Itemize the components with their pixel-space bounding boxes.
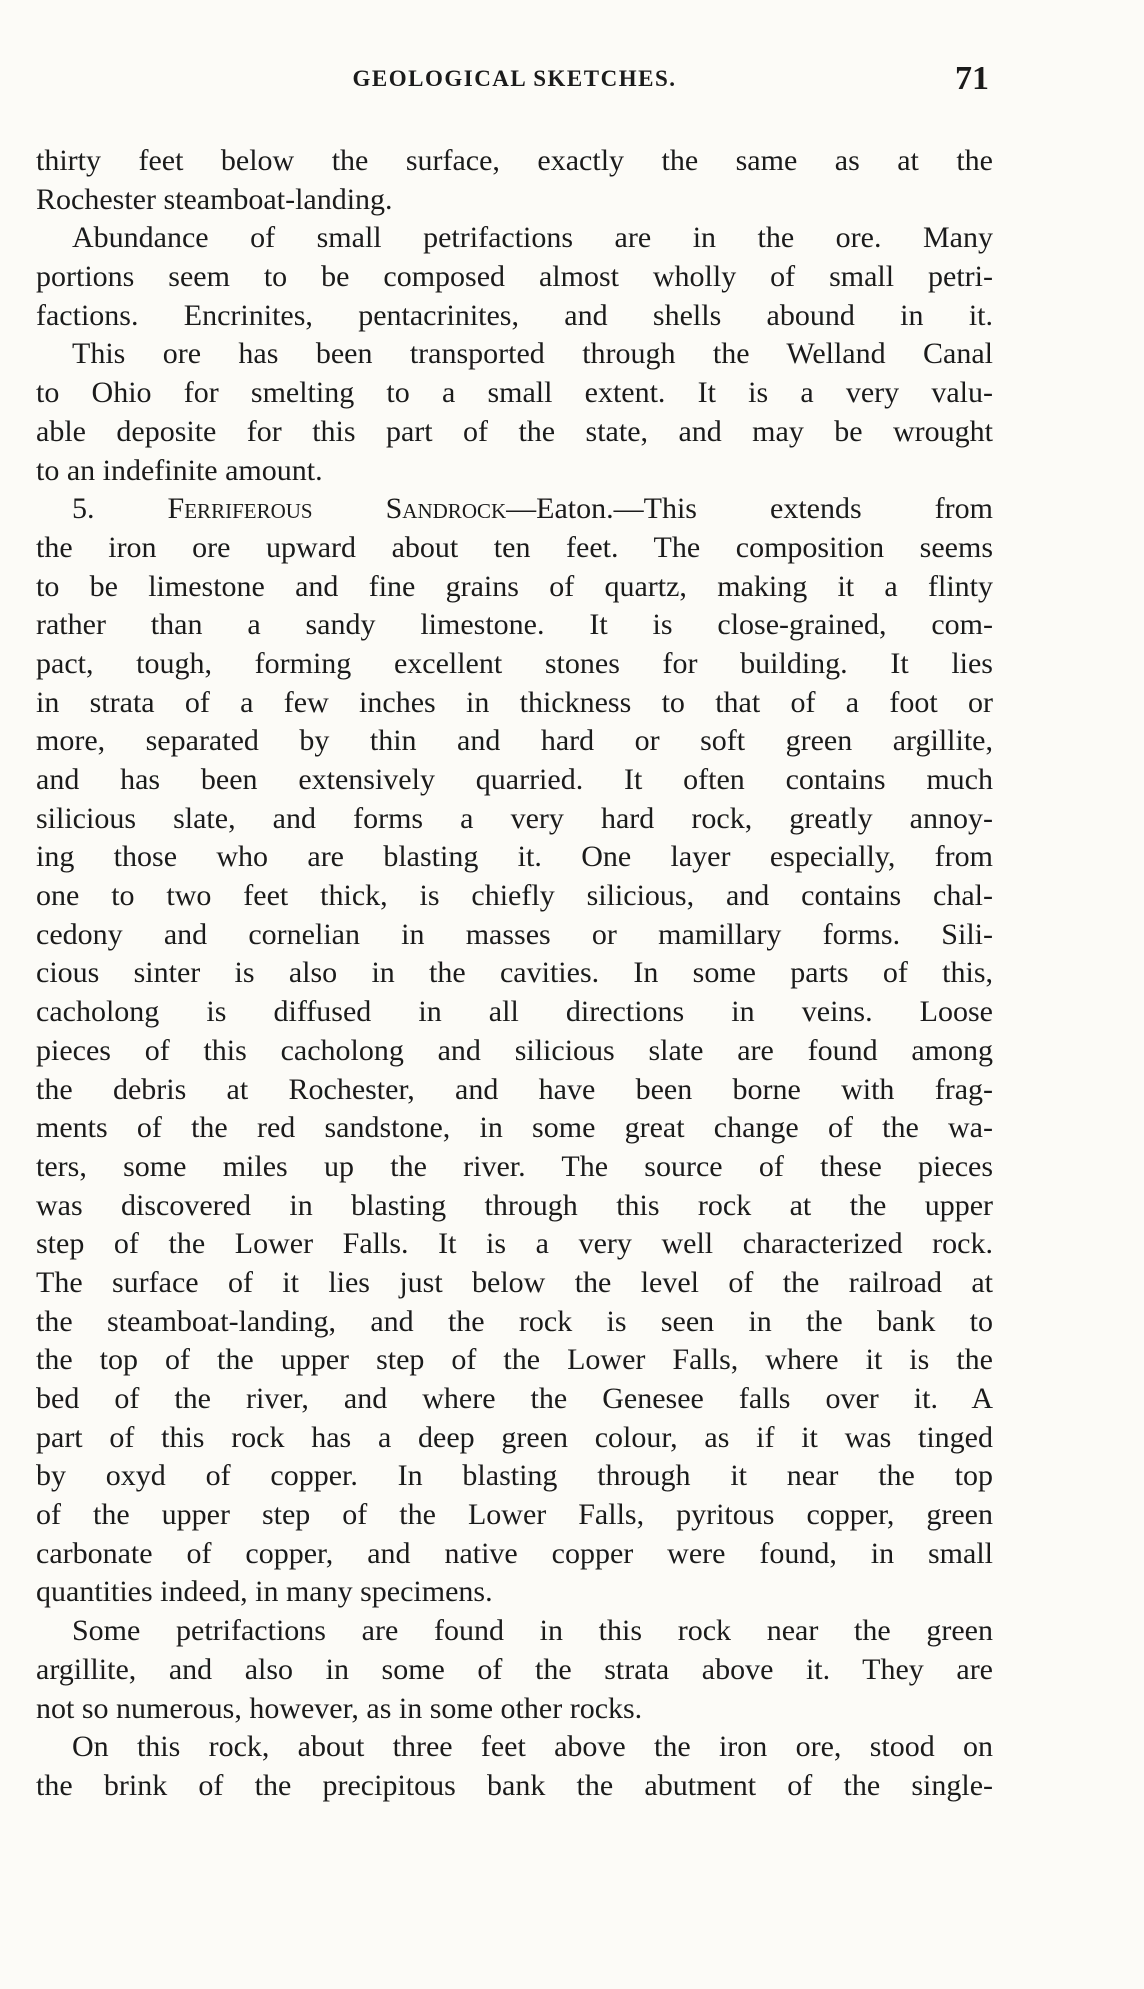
line-text: Abundance of small petrifactions are in the ore. Many	[72, 221, 993, 255]
line-text: cedony and cornelian in masses or mamillary forms. Sili-	[36, 917, 993, 951]
text-line	[36, 181, 993, 220]
text-line	[36, 1341, 993, 1380]
line-text: ments of the red sandstone, in some great change of the wa-	[36, 1111, 993, 1145]
text-line	[36, 1612, 993, 1651]
text-line	[36, 1690, 993, 1729]
text-line	[36, 297, 993, 336]
line-text: The surface of it lies just below the level of the railroad at	[36, 1265, 993, 1299]
line-text: the steamboat-landing, and the rock is seen in the bank to	[36, 1304, 993, 1338]
line-text: the top of the upper step of the Lower Falls, where it is the	[36, 1343, 993, 1377]
line-text: silicious slate, and forms a very hard rock, greatly annoy-	[36, 801, 993, 835]
text-line	[36, 529, 993, 568]
text-line	[36, 1535, 993, 1574]
text-line	[36, 1728, 993, 1767]
text-line	[36, 800, 993, 839]
text-line	[36, 1071, 993, 1110]
text-line	[36, 1032, 993, 1071]
text-line	[36, 1419, 993, 1458]
line-text: ters, some miles up the river. The source of these pieces	[36, 1149, 993, 1183]
line-text: and has been extensively quarried. It often contains much	[36, 763, 993, 796]
text-line	[36, 838, 993, 877]
line-text: Some petrifactions are found in this rock near the green	[72, 1614, 993, 1648]
line-text: by oxyd of copper. In blasting through it near the top	[36, 1459, 993, 1493]
text-line	[36, 568, 993, 607]
body-text	[36, 142, 993, 1806]
text-line	[36, 335, 993, 374]
line-text: not so numerous, however, as in some other rocks.	[36, 1691, 643, 1725]
line-text: to be limestone and fine grains of quartz, making it a flinty	[36, 569, 993, 603]
text-line	[36, 916, 993, 955]
line-text: quantities indeed, in many specimens.	[36, 1575, 493, 1609]
section-heading: Ferriferous Sandrock	[167, 492, 507, 526]
line-text: was discovered in blasting through this rock at the upper	[36, 1188, 993, 1222]
line-text: the iron ore upward about ten feet. The composition seems	[36, 530, 993, 564]
text-line	[36, 142, 993, 181]
text-line	[36, 1109, 993, 1148]
text-line	[36, 684, 993, 723]
text-line	[36, 1380, 993, 1419]
line-text: of the upper step of the Lower Falls, pyritous copper, green	[36, 1498, 993, 1532]
page-header	[36, 62, 993, 102]
line-text: cious sinter is also in the cavities. In some parts of this,	[36, 956, 993, 990]
text-line	[36, 645, 993, 684]
text-line	[36, 1496, 993, 1535]
line-text: This ore has been transported through the Welland Canal	[72, 337, 993, 371]
text-line	[36, 219, 993, 258]
text-line	[36, 1264, 993, 1303]
text-line	[36, 877, 993, 916]
line-text: On this rock, about three feet above the iron ore, stood on	[72, 1730, 993, 1764]
text-line	[36, 1148, 993, 1187]
text-line	[36, 1767, 993, 1806]
text-line	[36, 606, 993, 645]
line-text: able deposite for this part of the state, and may be wrought	[36, 414, 993, 448]
line-text: one to two feet thick, is chiefly silicious, and contains chal-	[36, 879, 993, 913]
line-text: step of the Lower Falls. It is a very well characterized rock.	[36, 1227, 993, 1261]
line-text: cacholong is diffused in all directions in veins. Loose	[36, 995, 993, 1029]
line-text: factions. Encrinites, pentacrinites, and shells abound in it.	[36, 298, 993, 332]
line-text: to an indefinite amount.	[36, 453, 323, 487]
section-number: 5.	[72, 492, 168, 526]
page-number: 71	[955, 60, 989, 97]
running-title: GEOLOGICAL SKETCHES.	[352, 66, 677, 91]
line-text: more, separated by thin and hard or soft green argillite,	[36, 724, 993, 758]
line-text: argillite, and also in some of the strata above it. They are	[36, 1652, 993, 1686]
text-line	[36, 258, 993, 297]
text-line	[36, 1651, 993, 1690]
line-text: pact, tough, forming excellent stones for building. It lies	[36, 646, 993, 680]
line-text: bed of the river, and where the Genesee falls over it. A	[36, 1382, 993, 1415]
text-line	[36, 722, 993, 761]
line-text: pieces of this cacholong and silicious slate are found among	[36, 1033, 993, 1067]
text-line	[36, 374, 993, 413]
text-line	[36, 1187, 993, 1226]
line-text: the brink of the precipitous bank the abutment of the single-	[36, 1768, 993, 1802]
line-text: carbonate of copper, and native copper were found, in small	[36, 1536, 993, 1570]
text-line	[36, 954, 993, 993]
line-text: —Eaton.—This extends from	[506, 492, 993, 526]
line-text: portions seem to be composed almost wholly of small petri-	[36, 260, 993, 294]
text-line	[36, 1225, 993, 1264]
line-text: Rochester steamboat-landing.	[36, 182, 393, 216]
text-line	[36, 413, 993, 452]
line-text: the debris at Rochester, and have been borne with frag-	[36, 1072, 993, 1106]
text-line	[36, 761, 993, 800]
text-line	[36, 1457, 993, 1496]
text-line	[36, 1573, 993, 1612]
line-text: ing those who are blasting it. One layer especially, from	[36, 840, 993, 874]
text-line	[36, 490, 993, 529]
text-line	[36, 993, 993, 1032]
line-text: in strata of a few inches in thickness to that of a foot or	[36, 685, 993, 719]
line-text: part of this rock has a deep green colour, as if it was tinged	[36, 1420, 993, 1454]
line-text: rather than a sandy limestone. It is close-grained, com-	[36, 608, 993, 642]
text-line	[36, 452, 993, 491]
line-text: to Ohio for smelting to a small extent. It is a very valu-	[36, 376, 993, 410]
text-line	[36, 1303, 993, 1342]
line-text: thirty feet below the surface, exactly the same as at the	[36, 144, 993, 177]
